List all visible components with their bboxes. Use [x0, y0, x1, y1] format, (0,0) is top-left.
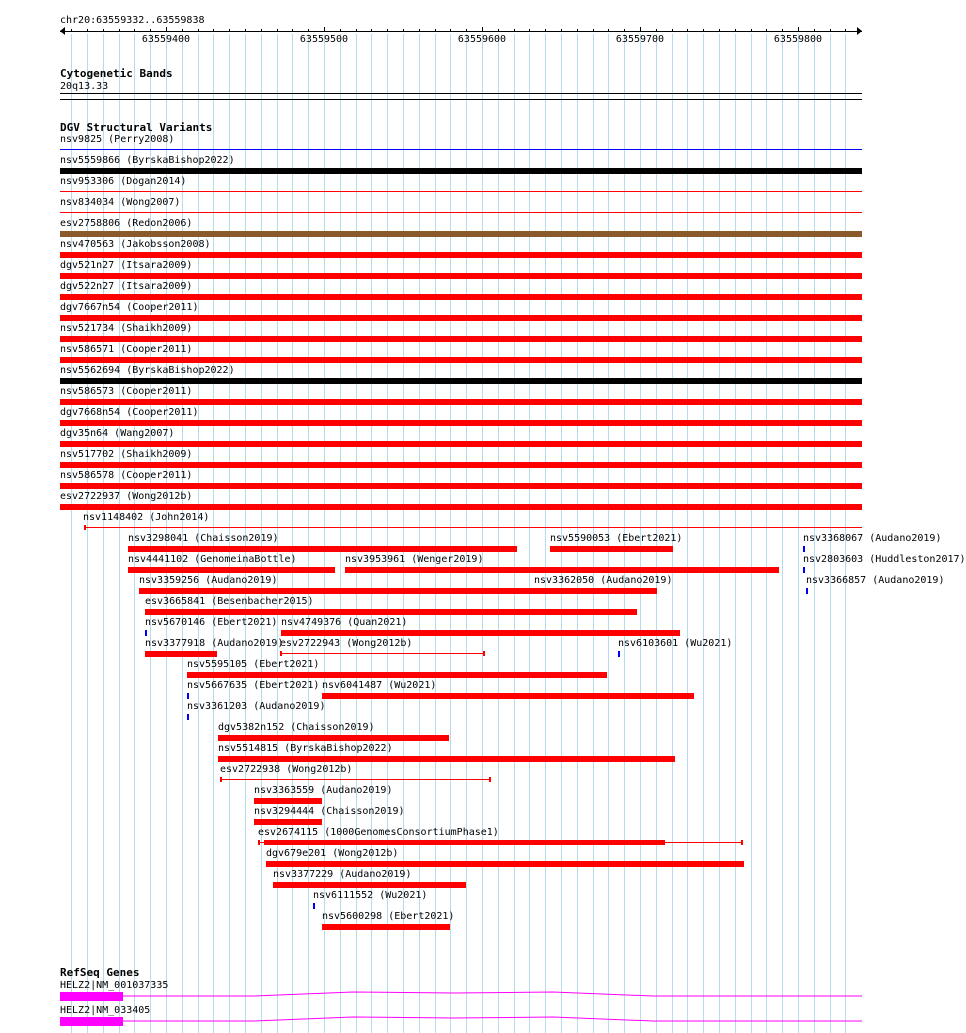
ruler-minor-tick: [134, 29, 135, 32]
ruler-minor-tick: [782, 29, 783, 32]
ruler-minor-tick: [719, 29, 720, 32]
variant-bar[interactable]: [60, 212, 862, 213]
location-label: chr20:63559332..63559838: [60, 15, 205, 26]
variant-bar[interactable]: [254, 798, 322, 804]
variant-bar[interactable]: [139, 588, 534, 594]
variant-label[interactable]: nsv1148402 (John2014): [83, 512, 210, 523]
variant-bar[interactable]: [60, 504, 862, 510]
ruler-minor-tick: [277, 29, 278, 32]
variant-bar[interactable]: [281, 630, 680, 636]
variant-label[interactable]: nsv470563 (Jakobsson2008): [60, 239, 211, 250]
variant-label[interactable]: nsv586573 (Cooper2011): [60, 386, 193, 397]
refseq-track-title: RefSeq Genes: [60, 966, 140, 979]
ruler-major-tick: [640, 27, 641, 32]
ruler-minor-tick: [71, 29, 72, 32]
variant-bar[interactable]: [254, 819, 322, 825]
variant-label[interactable]: dgv522n27 (Itsara2009): [60, 281, 193, 292]
variant-label[interactable]: dgv5382n152 (Chaisson2019): [218, 722, 375, 733]
ruler-minor-tick: [593, 29, 594, 32]
cytoband-bar-top[interactable]: [60, 93, 862, 94]
ruler-minor-tick: [103, 29, 104, 32]
scroll-right-icon[interactable]: [857, 27, 862, 35]
ruler-minor-tick: [245, 29, 246, 32]
variant-label[interactable]: esv2722943 (Wong2012b): [280, 638, 413, 649]
variant-label[interactable]: nsv5562694 (ByrskaBishop2022): [60, 365, 235, 376]
variant-bar[interactable]: [322, 924, 450, 930]
ruler-minor-tick: [703, 29, 704, 32]
ruler-minor-tick: [735, 29, 736, 32]
variant-bar[interactable]: [145, 630, 147, 636]
ruler-minor-tick: [387, 29, 388, 32]
ruler-minor-tick: [656, 29, 657, 32]
ruler-major-tick: [482, 27, 483, 32]
ruler-minor-tick: [751, 29, 752, 32]
ruler-minor-tick: [466, 29, 467, 32]
variant-label[interactable]: nsv6041487 (Wu2021): [322, 680, 437, 691]
variant-label[interactable]: nsv5667635 (Ebert2021): [187, 680, 320, 691]
ruler-minor-tick: [292, 29, 293, 32]
variant-bar[interactable]: [60, 378, 862, 384]
variant-label[interactable]: esv2722937 (Wong2012b): [60, 491, 193, 502]
ruler-minor-tick: [371, 29, 372, 32]
variant-label[interactable]: nsv3363559 (Audano2019): [254, 785, 393, 796]
variant-bar[interactable]: [280, 653, 485, 654]
variant-label[interactable]: esv2674115 (1000GenomesConsortiumPhase1): [258, 827, 499, 838]
variant-label[interactable]: nsv3366857 (Audano2019): [806, 575, 945, 586]
gene-intron-line[interactable]: [123, 1015, 863, 1027]
variant-bar[interactable]: [60, 462, 862, 468]
ruler-minor-tick: [687, 29, 688, 32]
variant-bar[interactable]: [218, 735, 449, 741]
variant-bar[interactable]: [60, 191, 862, 192]
ruler-minor-tick: [435, 29, 436, 32]
variant-thin-bar: [258, 842, 743, 843]
ruler-minor-tick: [419, 29, 420, 32]
ruler-tick-label: 63559700: [615, 34, 665, 45]
ruler-minor-tick: [198, 29, 199, 32]
ruler-minor-tick: [814, 29, 815, 32]
variant-bar[interactable]: [84, 527, 862, 528]
variant-endcap: [280, 651, 282, 656]
dgv-track-title: DGV Structural Variants: [60, 121, 213, 134]
variant-bar[interactable]: [187, 672, 607, 678]
variant-label[interactable]: nsv586571 (Cooper2011): [60, 344, 193, 355]
ruler-minor-tick: [608, 29, 609, 32]
ruler-minor-tick: [766, 29, 767, 32]
variant-label[interactable]: nsv4749376 (Quan2021): [281, 617, 408, 628]
variant-bar[interactable]: [534, 588, 657, 594]
ruler-minor-tick: [514, 29, 515, 32]
ruler-minor-tick: [450, 29, 451, 32]
variant-bar[interactable]: [60, 336, 862, 342]
variant-label[interactable]: nsv5600298 (Ebert2021): [322, 911, 455, 922]
variant-bar[interactable]: [60, 149, 862, 150]
variant-label[interactable]: nsv6111552 (Wu2021): [313, 890, 428, 901]
variant-label[interactable]: dgv7668n54 (Cooper2011): [60, 407, 199, 418]
ruler-tick-label: 63559500: [299, 34, 349, 45]
variant-bar[interactable]: [60, 399, 862, 405]
variant-label[interactable]: nsv3361203 (Audano2019): [187, 701, 326, 712]
variant-label[interactable]: nsv4441102 (GenomeinaBottle): [128, 554, 297, 565]
variant-label[interactable]: nsv9825 (Perry2008): [60, 134, 175, 145]
variant-bar[interactable]: [218, 756, 675, 762]
ruler-major-tick: [324, 27, 325, 32]
variant-bar[interactable]: [60, 168, 862, 174]
gene-label[interactable]: HELZ2|NM_001037335: [60, 980, 169, 991]
ruler-minor-tick: [403, 29, 404, 32]
variant-label[interactable]: nsv521734 (Shaikh2009): [60, 323, 193, 334]
variant-bar[interactable]: [145, 651, 217, 657]
variant-bar[interactable]: [273, 882, 466, 888]
variant-bar[interactable]: [313, 903, 315, 909]
variant-bar[interactable]: [550, 546, 673, 552]
variant-bar[interactable]: [145, 609, 637, 615]
variant-bar[interactable]: [220, 779, 491, 780]
ruler-minor-tick: [308, 29, 309, 32]
variant-endcap: [489, 777, 491, 782]
variant-bar[interactable]: [345, 567, 779, 573]
ruler-tick-label: 63559800: [773, 34, 823, 45]
variant-label[interactable]: nsv834034 (Wong2007): [60, 197, 181, 208]
variant-label[interactable]: esv2758806 (Redon2006): [60, 218, 193, 229]
variant-label[interactable]: nsv3377918 (Audano2019): [145, 638, 284, 649]
variant-label[interactable]: dgv7667n54 (Cooper2011): [60, 302, 199, 313]
variant-bar[interactable]: [128, 546, 517, 552]
ruler-tick-label: 63559600: [457, 34, 507, 45]
ruler-minor-tick: [213, 29, 214, 32]
variant-label[interactable]: nsv3359256 (Audano2019): [139, 575, 278, 586]
variant-label[interactable]: dgv679e201 (Wong2012b): [266, 848, 399, 859]
cytoband-label[interactable]: 20q13.33: [60, 81, 109, 92]
variant-label[interactable]: nsv5595105 (Ebert2021): [187, 659, 320, 670]
ruler-minor-tick: [561, 29, 562, 32]
gene-intron-line[interactable]: [123, 990, 863, 1002]
ruler-minor-tick: [672, 29, 673, 32]
gene-exon[interactable]: [60, 992, 123, 1001]
variant-endcap: [483, 651, 485, 656]
variant-bar[interactable]: [60, 315, 862, 321]
variant-label[interactable]: nsv3294444 (Chaisson2019): [254, 806, 405, 817]
variant-bar[interactable]: [60, 357, 862, 363]
variant-label[interactable]: nsv2803603 (Huddleston2017): [803, 554, 966, 565]
variant-bar[interactable]: [322, 693, 694, 699]
variant-bar[interactable]: [60, 441, 862, 447]
ruler-axis[interactable]: [60, 31, 862, 32]
ruler-minor-tick: [261, 29, 262, 32]
ruler-minor-tick: [229, 29, 230, 32]
scroll-left-icon[interactable]: [60, 27, 65, 35]
variant-label[interactable]: nsv517702 (Shaikh2009): [60, 449, 193, 460]
variant-bar[interactable]: [60, 231, 862, 237]
ruler-minor-tick: [119, 29, 120, 32]
cytoband-track-title: Cytogenetic Bands: [60, 67, 173, 80]
variant-label[interactable]: esv2722938 (Wong2012b): [220, 764, 353, 775]
variant-label[interactable]: nsv586578 (Cooper2011): [60, 470, 193, 481]
variant-bar[interactable]: [187, 693, 189, 699]
variant-label[interactable]: nsv3298041 (Chaisson2019): [128, 533, 279, 544]
ruler-minor-tick: [87, 29, 88, 32]
variant-label[interactable]: nsv5514815 (ByrskaBishop2022): [218, 743, 393, 754]
variant-label[interactable]: nsv3953961 (Wenger2019): [345, 554, 484, 565]
ruler-minor-tick: [545, 29, 546, 32]
ruler-minor-tick: [830, 29, 831, 32]
variant-bar[interactable]: [60, 420, 862, 426]
variant-endcap: [741, 840, 743, 845]
ruler-minor-tick: [356, 29, 357, 32]
variant-bar[interactable]: [187, 714, 189, 720]
variant-label[interactable]: esv3665841 (Besenbacher2015): [145, 596, 314, 607]
variant-label[interactable]: dgv521n27 (Itsara2009): [60, 260, 193, 271]
variant-label[interactable]: nsv953306 (Dogan2014): [60, 176, 187, 187]
ruler-minor-tick: [498, 29, 499, 32]
ruler-minor-tick: [624, 29, 625, 32]
variant-label[interactable]: nsv5670146 (Ebert2021): [145, 617, 278, 628]
variant-bar[interactable]: [618, 651, 620, 657]
ruler-tick-label: 63559400: [141, 34, 191, 45]
ruler-minor-tick: [150, 29, 151, 32]
variant-bar[interactable]: [803, 546, 805, 552]
ruler-minor-tick: [529, 29, 530, 32]
variant-label[interactable]: nsv5559866 (ByrskaBishop2022): [60, 155, 235, 166]
ruler-minor-tick: [845, 29, 846, 32]
variant-bar[interactable]: [128, 567, 335, 573]
variant-bar[interactable]: [60, 273, 862, 279]
variant-endcap: [220, 777, 222, 782]
variant-bar[interactable]: [60, 252, 862, 258]
cytoband-bar-bottom[interactable]: [60, 99, 862, 100]
variant-bar[interactable]: [60, 294, 862, 300]
variant-label[interactable]: nsv5590053 (Ebert2021): [550, 533, 683, 544]
variant-label[interactable]: dgv35n64 (Wang2007): [60, 428, 175, 439]
gene-label[interactable]: HELZ2|NM_033405: [60, 1005, 151, 1016]
ruler-major-tick: [798, 27, 799, 32]
variant-label[interactable]: nsv3368067 (Audano2019): [803, 533, 942, 544]
ruler-minor-tick: [182, 29, 183, 32]
variant-label[interactable]: nsv3377229 (Audano2019): [273, 869, 412, 880]
ruler-minor-tick: [577, 29, 578, 32]
ruler-minor-tick: [340, 29, 341, 32]
variant-bar[interactable]: [266, 861, 744, 867]
ruler-major-tick: [166, 27, 167, 32]
gene-exon[interactable]: [60, 1017, 123, 1026]
variant-bar[interactable]: [806, 588, 808, 594]
variant-label[interactable]: nsv6103601 (Wu2021): [618, 638, 733, 649]
variant-bar[interactable]: [803, 567, 805, 573]
variant-label[interactable]: nsv3362050 (Audano2019): [534, 575, 673, 586]
variant-bar[interactable]: [60, 483, 862, 489]
